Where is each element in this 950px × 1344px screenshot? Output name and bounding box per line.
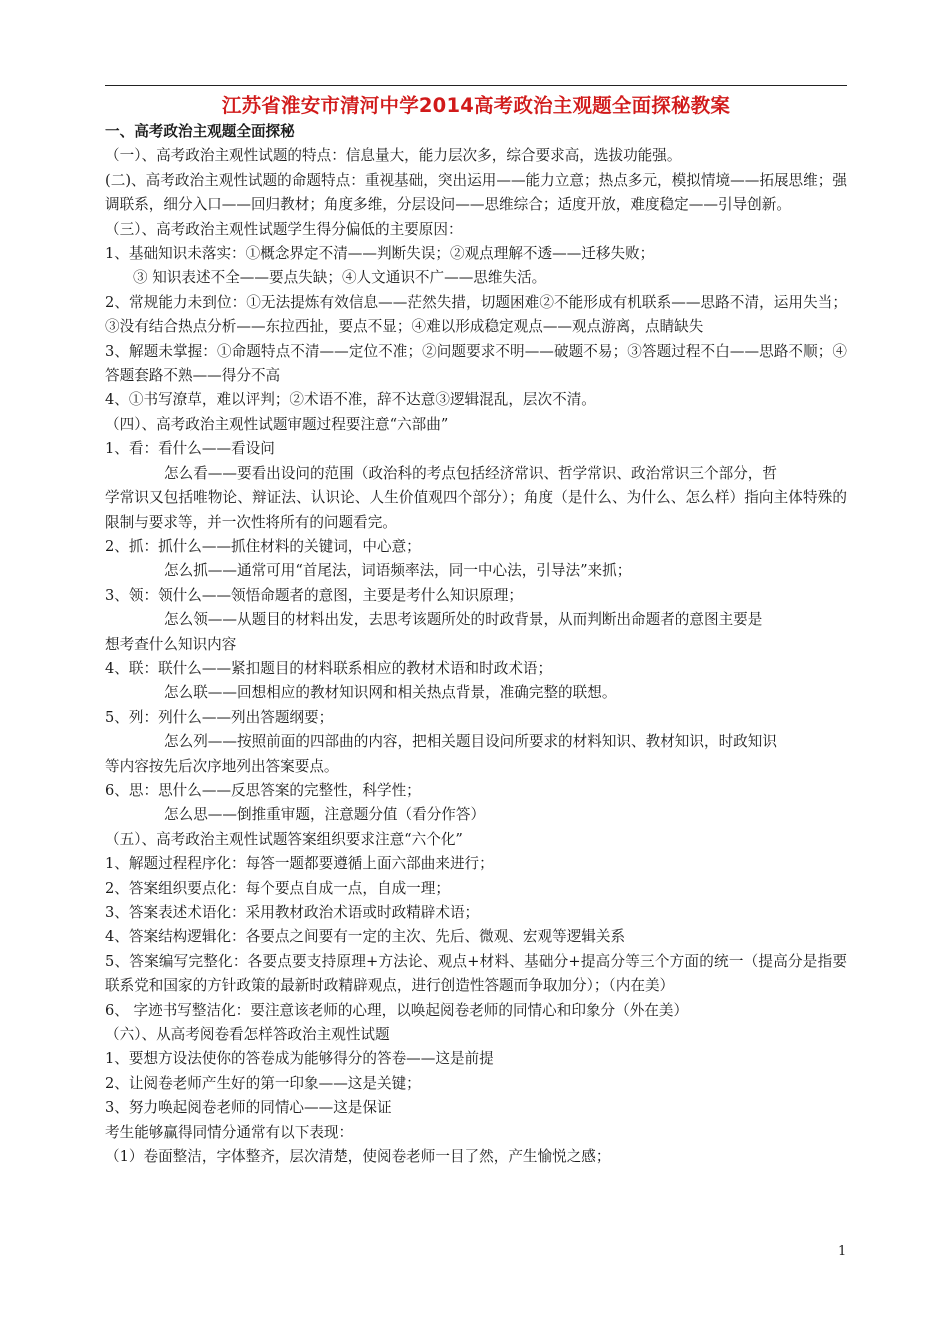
paragraph: （一）、高考政治主观性试题的特点：信息量大，能力层次多，综合要求高，选拔功能强。 bbox=[105, 147, 682, 165]
header-rule bbox=[105, 85, 847, 86]
paragraph: 4、答案结构逻辑化：各要点之间要有一定的主次、先后、微观、宏观等逻辑关系 bbox=[105, 928, 626, 946]
paragraph: 6、思：思什么——反思答案的完整性，科学性； bbox=[105, 781, 421, 799]
paragraph: 怎么看——要看出设问的范围（政治科的考点包括经济常识、哲学常识、政治常识三个部分，哲 bbox=[164, 464, 777, 482]
paragraph: 2、抓：抓什么——抓住材料的关键词，中心意； bbox=[105, 537, 421, 555]
paragraph: （五）、高考政治主观性试题答案组织要求注意“六个化” bbox=[105, 830, 463, 848]
paragraph: 怎么领——从题目的材料出发，去思考该题所处的时政背景，从而判断出命题者的意图主要是 bbox=[164, 611, 763, 629]
paragraph: 3、领：领什么——领悟命题者的意图，主要是考什么知识原理； bbox=[105, 586, 523, 604]
paragraph: 1、要想方设法使你的答卷成为能够得分的答卷——这是前提 bbox=[105, 1050, 494, 1068]
paragraph: （四）、高考政治主观性试题审题过程要注意“六部曲” bbox=[105, 415, 449, 433]
paragraph: 5、答案编写完整化：各要点要支持原理+方法论、观点+材料、基础分+提高分等三个方面的统一（提高分是指要联系党和国家的方针政策的最新时政精辟观点，进行创造性答题而争取加分）；（内在美） bbox=[105, 952, 847, 995]
paragraph: 1、看：看什么——看设问 bbox=[105, 440, 275, 458]
document-body bbox=[105, 120, 847, 1169]
paragraph: 4、①书写潦草，难以评判；②术语不准，辞不达意③逻辑混乱，层次不清。 bbox=[105, 391, 596, 409]
paragraph: 2、答案组织要点化：每个要点自成一点，自成一理； bbox=[105, 879, 450, 897]
paragraph: 1、解题过程程序化：每答一题都要遵循上面六部曲来进行； bbox=[105, 855, 494, 873]
paragraph: （1）卷面整洁，字体整齐，层次清楚，使阅卷老师一目了然，产生愉悦之感； bbox=[105, 1148, 611, 1166]
section-heading: 一、高考政治主观题全面探秘 bbox=[105, 123, 295, 140]
paragraph: ③ 知识表述不全——要点失缺；④人文通识不广——思维失活。 bbox=[133, 269, 547, 287]
paragraph: 怎么抓——通常可用“首尾法，词语频率法，同一中心法，引导法”来抓； bbox=[164, 562, 632, 580]
paragraph: 等内容按先后次序地列出答案要点。 bbox=[105, 757, 339, 775]
paragraph: 1、基础知识未落实：①概念界定不清——判断失误；②观点理解不透——迁移失败； bbox=[105, 245, 655, 263]
paragraph: (二)、高考政治主观性试题的命题特点：重视基础，突出运用——能力立意；热点多元，模拟情境——拓展思维；强调联系，细分入口——回归教材；角度多维，分层设问——思维综合；适度开放，难度稳定——引导创新。 bbox=[105, 171, 847, 214]
paragraph: 怎么联——回想相应的教材知识网和相关热点背景，准确完整的联想。 bbox=[164, 684, 617, 702]
paragraph: 3、努力唤起阅卷老师的同情心——这是保证 bbox=[105, 1099, 392, 1117]
paragraph: 怎么思——倒推重审题，注意题分值（看分作答） bbox=[164, 806, 486, 824]
paragraph: 5、列：列什么——列出答题纲要； bbox=[105, 708, 334, 726]
document-title: 江苏省淮安市清河中学2014高考政治主观题全面探秘教案 bbox=[221, 94, 731, 117]
paragraph: 2、让阅卷老师产生好的第一印象——这是关键； bbox=[105, 1074, 421, 1092]
paragraph: 6、 字迹书写整洁化：要注意该老师的心理，以唤起阅卷老师的同情心和印象分（外在美） bbox=[105, 1001, 689, 1019]
paragraph: 怎么列——按照前面的四部曲的内容，把相关题目设问所要求的材料知识、教材知识，时政知识 bbox=[164, 733, 777, 751]
paragraph: 2、常规能力未到位：①无法提炼有效信息——茫然失措，切题困难②不能形成有机联系——思路不清，运用失当；③没有结合热点分析——东拉西扯，要点不显；④难以形成稳定观点——观点游离，点睛缺失 bbox=[105, 293, 847, 336]
paragraph: 学常识又包括唯物论、辩证法、认识论、人生价值观四个部分）；角度（是什么、为什么、怎么样）指向主体特殊的限制与要求等，并一次性将所有的问题看完。 bbox=[105, 489, 847, 531]
paragraph: 想考查什么知识内容 bbox=[105, 635, 237, 653]
paragraph: 考生能够赢得同情分通常有以下表现： bbox=[105, 1123, 354, 1141]
paragraph: 4、联：联什么——紧扣题目的材料联系相应的教材术语和时政术语； bbox=[105, 659, 553, 677]
paragraph: 3、答案表述术语化：采用教材政治术语或时政精辟术语； bbox=[105, 904, 480, 921]
paragraph: （三）、高考政治主观性试题学生得分偏低的主要原因： bbox=[105, 220, 463, 238]
paragraph: 3、解题未掌握：①命题特点不清——定位不准；②问题要求不明——破题不易；③答题过程不白——思路不顺；④答题套路不熟——得分不高 bbox=[105, 342, 847, 385]
paragraph: （六）、从高考阅卷看怎样答政治主观性试题 bbox=[105, 1026, 390, 1044]
page-number: 1 bbox=[838, 1244, 847, 1259]
